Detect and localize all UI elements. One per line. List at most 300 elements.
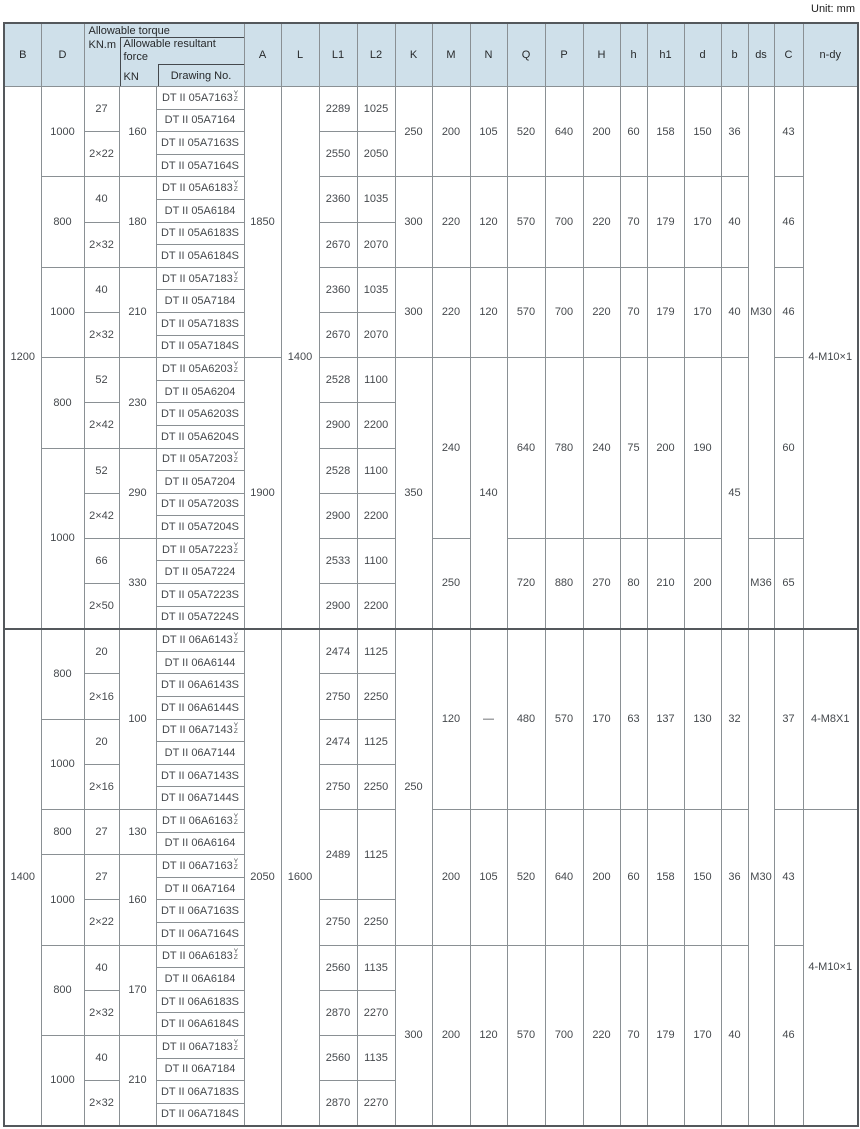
cell-value: 120 xyxy=(479,1029,498,1042)
cell-b-r13 xyxy=(721,358,748,629)
cell-value: 300 xyxy=(404,1029,423,1042)
cell-DW-r34 xyxy=(156,832,244,855)
cell-DW-r33 xyxy=(156,810,244,833)
cell-value: 1600 xyxy=(287,871,313,884)
cell-L1-r19 xyxy=(319,493,357,538)
cell-value: 2360 xyxy=(325,193,351,206)
cell-DW-r19 xyxy=(156,493,244,516)
cell-value: 32 xyxy=(728,713,741,726)
cell-L2-r15 xyxy=(357,403,395,448)
cell-D-r35 xyxy=(41,855,84,945)
cell-D-r33 xyxy=(41,810,84,855)
cell-value: 60 xyxy=(782,442,795,454)
cell-L2-r11 xyxy=(357,312,395,357)
cell-H-r13 xyxy=(583,358,620,539)
cell-L-r1 xyxy=(281,87,319,629)
cell-DW-r27 xyxy=(156,674,244,697)
cell-D-r43 xyxy=(41,1035,84,1125)
cell-value: 270 xyxy=(592,577,611,590)
cell-value: 200 xyxy=(656,442,675,454)
cell-F-r17 xyxy=(119,448,156,538)
cell-value: 2528 xyxy=(325,374,351,387)
cell-value: DT II 05A7163 xyxy=(161,91,233,104)
cell-L1-r39 xyxy=(319,945,357,990)
cell-value: 1035 xyxy=(363,193,389,206)
cell-h-r9 xyxy=(620,267,647,357)
cell-DW-r1 xyxy=(156,87,244,110)
cell-value: 60 xyxy=(627,871,640,884)
cell-N-r5 xyxy=(470,177,507,267)
cell-b-r9 xyxy=(721,267,748,357)
cell-value: 200 xyxy=(441,125,461,138)
cell-value: 250 xyxy=(441,577,461,590)
cell-DW-r44 xyxy=(156,1058,244,1081)
cell-value: 2870 xyxy=(325,1096,351,1109)
cell-C-r13 xyxy=(774,358,803,539)
cell-value: DT II 05A7163S xyxy=(160,136,240,149)
cell-P-r39 xyxy=(545,945,583,1126)
cell-value: 65 xyxy=(782,577,795,590)
cell-value: 240 xyxy=(592,442,611,454)
cell-value: 1000 xyxy=(50,893,75,906)
cell-L2-r3 xyxy=(357,132,395,177)
cell-DW-r26 xyxy=(156,651,244,674)
cell-h-r25 xyxy=(620,629,647,810)
cell-value: 290 xyxy=(128,487,147,500)
cell-Q-r1 xyxy=(507,87,545,177)
cell-value: 720 xyxy=(516,577,536,590)
cell-L2-r31 xyxy=(357,764,395,809)
table-header xyxy=(4,23,858,87)
cell-value: — xyxy=(483,713,494,726)
cell-value: 1200 xyxy=(10,351,35,364)
cell-value: 1000 xyxy=(50,306,75,319)
spec-table-body xyxy=(4,87,858,1126)
cell-h1-r39 xyxy=(647,945,684,1126)
cell-ds-r25 xyxy=(748,629,774,1126)
cell-value: 220 xyxy=(592,216,611,229)
cell-value: 120 xyxy=(479,216,498,229)
cell-value: 780 xyxy=(554,442,574,454)
cell-value: 2270 xyxy=(363,1096,389,1109)
cell-L2-r39 xyxy=(357,945,395,990)
cell-value: DT II 05A6183S xyxy=(160,227,240,240)
cell-DW-r12 xyxy=(156,335,244,358)
cell-value: DT II 06A7143 xyxy=(161,724,233,737)
cell-T-r39 xyxy=(84,945,119,990)
cell-h1-r9 xyxy=(647,267,684,357)
cell-T-r17 xyxy=(84,448,119,493)
cell-P-r1 xyxy=(545,87,583,177)
cell-value: 570 xyxy=(516,306,536,319)
cell-DW-r31 xyxy=(156,764,244,787)
header-col-ndy: n-dy xyxy=(803,23,858,87)
cell-value: 4-M10×1 xyxy=(808,961,853,974)
cell-value: 1035 xyxy=(363,283,389,296)
cell-DW-r37 xyxy=(156,900,244,923)
cell-value: 170 xyxy=(592,713,611,726)
cell-value: 2670 xyxy=(325,238,351,251)
cell-M-r5 xyxy=(432,177,470,267)
cell-value: 170 xyxy=(128,984,147,997)
cell-value: 1400 xyxy=(10,871,35,884)
cell-d-r1 xyxy=(684,87,721,177)
cell-value: 700 xyxy=(554,216,574,229)
cell-value: DT II 05A7223S xyxy=(160,588,240,601)
cell-C-r5 xyxy=(774,177,803,267)
cell-h-r13 xyxy=(620,358,647,539)
cell-d-r33 xyxy=(684,810,721,946)
cell-P-r13 xyxy=(545,358,583,539)
cell-L1-r45 xyxy=(319,1081,357,1126)
cell-C-r25 xyxy=(774,629,803,810)
cell-H-r9 xyxy=(583,267,620,357)
cell-T-r15 xyxy=(84,403,119,448)
cell-N-r1 xyxy=(470,87,507,177)
cell-value: DT II 05A7204S xyxy=(160,521,240,534)
cell-T-r27 xyxy=(84,674,119,719)
cell-N-r33 xyxy=(470,810,507,946)
cell-L2-r25 xyxy=(357,629,395,674)
cell-value: 36 xyxy=(728,871,741,884)
cell-F-r43 xyxy=(119,1035,156,1125)
cell-value: 520 xyxy=(516,871,536,884)
cell-value: 1000 xyxy=(50,125,75,138)
cell-value: 300 xyxy=(404,216,423,229)
cell-value: 1125 xyxy=(364,848,388,861)
cell-value: 520 xyxy=(516,125,536,138)
cell-value: 210 xyxy=(128,1074,147,1087)
cell-DW-r24 xyxy=(156,606,244,629)
cell-value: 570 xyxy=(516,1029,536,1042)
cell-value: 570 xyxy=(516,216,536,229)
cell-value: 210 xyxy=(656,577,675,590)
torque-unit-label: KN.m xyxy=(88,39,116,51)
cell-P-r33 xyxy=(545,810,583,946)
cell-value: 2270 xyxy=(363,1006,389,1019)
cell-value: 46 xyxy=(782,216,795,229)
cell-value: 2×42 xyxy=(89,419,114,432)
cell-b-r39 xyxy=(721,945,748,1126)
cell-value: 120 xyxy=(479,306,498,319)
cell-value: 46 xyxy=(782,306,795,319)
cell-value: DT II 06A6183 xyxy=(161,950,233,963)
cell-value: 2×16 xyxy=(89,690,114,703)
cell-T-r45 xyxy=(84,1081,119,1126)
cell-DW-r28 xyxy=(156,697,244,720)
cell-value: 45 xyxy=(728,486,741,499)
cell-value: 2×22 xyxy=(89,148,114,161)
cell-F-r33 xyxy=(119,810,156,855)
drawing-variant-stack: Y Z xyxy=(233,541,239,555)
cell-value: 52 xyxy=(95,464,108,477)
header-col-C: C xyxy=(774,23,803,87)
cell-T-r3 xyxy=(84,132,119,177)
cell-T-r21 xyxy=(84,538,119,583)
cell-value: 40 xyxy=(95,1052,108,1065)
cell-L1-r1 xyxy=(319,87,357,132)
cell-F-r13 xyxy=(119,358,156,448)
cell-T-r35 xyxy=(84,855,119,900)
cell-L1-r23 xyxy=(319,584,357,629)
cell-value: 2250 xyxy=(363,690,389,703)
cell-value: DT II 05A6203 xyxy=(161,362,233,375)
cell-DW-r15 xyxy=(156,403,244,426)
cell-value: 700 xyxy=(554,1029,574,1042)
cell-L1-r33 xyxy=(319,810,357,900)
cell-D-r39 xyxy=(41,945,84,1035)
table-row-39 xyxy=(4,945,858,968)
cell-L1-r3 xyxy=(319,132,357,177)
cell-DW-r36 xyxy=(156,877,244,900)
cell-N-r25 xyxy=(470,629,507,810)
cell-value: 46 xyxy=(782,1029,795,1042)
cell-T-r33 xyxy=(84,810,119,855)
cell-D-r17 xyxy=(41,448,84,629)
force-unit-label: KN xyxy=(123,71,139,83)
cell-value: 640 xyxy=(554,871,574,884)
cell-value: 20 xyxy=(95,735,108,748)
cell-DW-r30 xyxy=(156,742,244,765)
header-col-K: K xyxy=(395,23,432,87)
cell-value: 1100 xyxy=(364,374,388,387)
cell-DW-r32 xyxy=(156,787,244,810)
cell-C-r21 xyxy=(774,538,803,628)
cell-value: DT II 05A6204 xyxy=(164,385,236,398)
cell-value: 350 xyxy=(404,486,423,499)
cell-DW-r10 xyxy=(156,290,244,313)
cell-value: 480 xyxy=(516,713,536,726)
cell-value: 2200 xyxy=(363,509,389,522)
cell-value: 36 xyxy=(728,125,741,138)
cell-K-r1 xyxy=(395,87,432,177)
cell-DW-r16 xyxy=(156,425,244,448)
cell-value: 40 xyxy=(95,961,108,974)
cell-value: DT II 06A7144 xyxy=(164,747,236,760)
allowable-resultant-force-box xyxy=(120,37,244,86)
cell-value: DT II 06A6183S xyxy=(160,995,240,1008)
cell-L1-r29 xyxy=(319,719,357,764)
cell-Q-r9 xyxy=(507,267,545,357)
cell-DW-r45 xyxy=(156,1081,244,1104)
cell-value: 2×42 xyxy=(89,509,114,522)
cell-value: 120 xyxy=(441,713,461,726)
cell-value: 1000 xyxy=(50,758,75,771)
drawing-variant-stack: Y Z xyxy=(233,812,239,826)
cell-value: 40 xyxy=(95,283,108,296)
cell-value: DT II 06A7183S xyxy=(160,1085,240,1098)
cell-value: 1000 xyxy=(50,532,75,545)
cell-value: 800 xyxy=(53,668,72,681)
cell-F-r39 xyxy=(119,945,156,1035)
cell-value: 2750 xyxy=(325,690,351,703)
cell-value: 2750 xyxy=(325,916,351,929)
cell-value: 2250 xyxy=(363,780,389,793)
cell-value: 2200 xyxy=(363,599,389,612)
cell-value: 300 xyxy=(404,306,423,319)
cell-L1-r7 xyxy=(319,222,357,267)
cell-value: DT II 06A7184S xyxy=(160,1108,240,1121)
cell-H-r33 xyxy=(583,810,620,946)
cell-value: 2×50 xyxy=(89,599,114,612)
cell-value: 43 xyxy=(782,125,795,138)
cell-value: DT II 06A7163 xyxy=(161,859,233,872)
cell-DW-r35 xyxy=(156,855,244,878)
cell-h-r1 xyxy=(620,87,647,177)
cell-T-r7 xyxy=(84,222,119,267)
cell-L1-r31 xyxy=(319,764,357,809)
cell-value: DT II 05A7164 xyxy=(164,114,236,127)
cell-value: 220 xyxy=(592,306,611,319)
cell-DW-r41 xyxy=(156,990,244,1013)
cell-b-r25 xyxy=(721,629,748,810)
cell-C-r33 xyxy=(774,810,803,946)
allowable-resultant-force-label: Allowable resultant force xyxy=(123,38,216,63)
header-col-L: L xyxy=(281,23,319,87)
cell-L1-r27 xyxy=(319,674,357,719)
cell-value: 75 xyxy=(627,442,640,454)
cell-value: 2474 xyxy=(325,735,351,748)
allowable-torque-label: Allowable torque xyxy=(88,25,170,37)
cell-L1-r5 xyxy=(319,177,357,222)
cell-value: 2289 xyxy=(325,103,351,116)
cell-value: DT II 05A7183S xyxy=(160,317,240,330)
cell-value: 140 xyxy=(479,486,498,499)
cell-T-r13 xyxy=(84,358,119,403)
cell-value: 1125 xyxy=(364,735,388,748)
cell-DW-r2 xyxy=(156,109,244,132)
cell-M-r1 xyxy=(432,87,470,177)
cell-M-r21 xyxy=(432,538,470,628)
cell-value: DT II 06A6143S xyxy=(160,679,240,692)
cell-value: 220 xyxy=(592,1029,611,1042)
cell-value: DT II 05A7204 xyxy=(164,475,236,488)
cell-T-r11 xyxy=(84,312,119,357)
cell-value: 130 xyxy=(128,826,147,839)
cell-L2-r23 xyxy=(357,584,395,629)
cell-h-r33 xyxy=(620,810,647,946)
cell-DW-r18 xyxy=(156,471,244,494)
cell-N-r9 xyxy=(470,267,507,357)
cell-value: DT II 05A7183 xyxy=(161,272,233,285)
cell-H-r5 xyxy=(583,177,620,267)
cell-L1-r37 xyxy=(319,900,357,945)
cell-value: DT II 06A6163 xyxy=(161,814,233,827)
cell-value: DT II 05A6183 xyxy=(161,182,233,195)
cell-B-r1 xyxy=(4,87,41,629)
cell-D-r5 xyxy=(41,177,84,267)
cell-DW-r14 xyxy=(156,380,244,403)
cell-A-r13 xyxy=(244,358,281,629)
cell-DW-r7 xyxy=(156,222,244,245)
cell-L1-r15 xyxy=(319,403,357,448)
cell-value: 100 xyxy=(128,713,147,726)
cell-value: DT II 06A7163S xyxy=(160,905,240,918)
header-col-A: A xyxy=(244,23,281,87)
cell-value: 40 xyxy=(728,216,741,229)
cell-H-r21 xyxy=(583,538,620,628)
header-col-H: H xyxy=(583,23,620,87)
cell-value: 800 xyxy=(53,826,72,839)
cell-D-r1 xyxy=(41,87,84,177)
cell-value: 1000 xyxy=(50,1074,75,1087)
cell-L2-r19 xyxy=(357,493,395,538)
cell-ndy-r25 xyxy=(803,629,858,810)
cell-value: 179 xyxy=(656,306,675,319)
cell-value: 190 xyxy=(693,442,712,454)
cell-D-r9 xyxy=(41,267,84,357)
cell-d-r21 xyxy=(684,538,721,628)
header-col-P: P xyxy=(545,23,583,87)
cell-T-r31 xyxy=(84,764,119,809)
cell-DW-r29 xyxy=(156,719,244,742)
table-row-25 xyxy=(4,629,858,652)
drawing-variant-stack: Y Z xyxy=(233,632,239,646)
cell-L1-r43 xyxy=(319,1035,357,1080)
cell-value: 40 xyxy=(728,1029,741,1042)
cell-value: 180 xyxy=(128,216,147,229)
cell-T-r19 xyxy=(84,493,119,538)
cell-DW-r25 xyxy=(156,629,244,652)
cell-K-r39 xyxy=(395,945,432,1126)
cell-DW-r11 xyxy=(156,312,244,335)
drawing-no-label: Drawing No. xyxy=(170,69,232,82)
cell-value: 80 xyxy=(627,577,640,590)
cell-value: 27 xyxy=(95,871,108,884)
cell-h1-r25 xyxy=(647,629,684,810)
cell-value: 200 xyxy=(441,1029,461,1042)
cell-value: DT II 06A6184 xyxy=(164,972,236,985)
cell-C-r39 xyxy=(774,945,803,1126)
cell-value: 640 xyxy=(516,442,536,454)
cell-DW-r43 xyxy=(156,1035,244,1058)
header-col-M: M xyxy=(432,23,470,87)
cell-value: 2900 xyxy=(325,419,351,432)
cell-value: 158 xyxy=(656,125,675,138)
cell-value: 200 xyxy=(441,871,461,884)
cell-value: 63 xyxy=(627,713,640,726)
cell-T-r1 xyxy=(84,87,119,132)
cell-L1-r11 xyxy=(319,312,357,357)
cell-value: 2489 xyxy=(325,848,351,861)
cell-value: 210 xyxy=(128,306,147,319)
cell-value: M36 xyxy=(750,577,772,590)
header-row xyxy=(4,23,858,87)
drawing-variant-stack: Y Z xyxy=(233,89,239,103)
cell-value: DT II 06A7164S xyxy=(160,927,240,940)
cell-K-r13 xyxy=(395,358,432,629)
cell-F-r21 xyxy=(119,538,156,628)
cell-F-r35 xyxy=(119,855,156,945)
cell-value: 60 xyxy=(627,125,640,138)
cell-value: 2200 xyxy=(363,419,389,432)
cell-P-r25 xyxy=(545,629,583,810)
cell-DW-r46 xyxy=(156,1103,244,1126)
cell-value: 2×16 xyxy=(89,780,114,793)
cell-value: 2070 xyxy=(363,238,389,251)
cell-d-r13 xyxy=(684,358,721,539)
cell-Q-r5 xyxy=(507,177,545,267)
cell-h1-r5 xyxy=(647,177,684,267)
cell-L2-r9 xyxy=(357,267,395,312)
cell-D-r29 xyxy=(41,719,84,809)
cell-value: 27 xyxy=(95,103,108,116)
cell-value: 2900 xyxy=(325,599,351,612)
unit-label: Unit: mm xyxy=(811,3,855,15)
cell-value: DT II 06A6144S xyxy=(160,701,240,714)
cell-value: DT II 05A7164S xyxy=(160,159,240,172)
cell-value: 105 xyxy=(479,125,498,138)
